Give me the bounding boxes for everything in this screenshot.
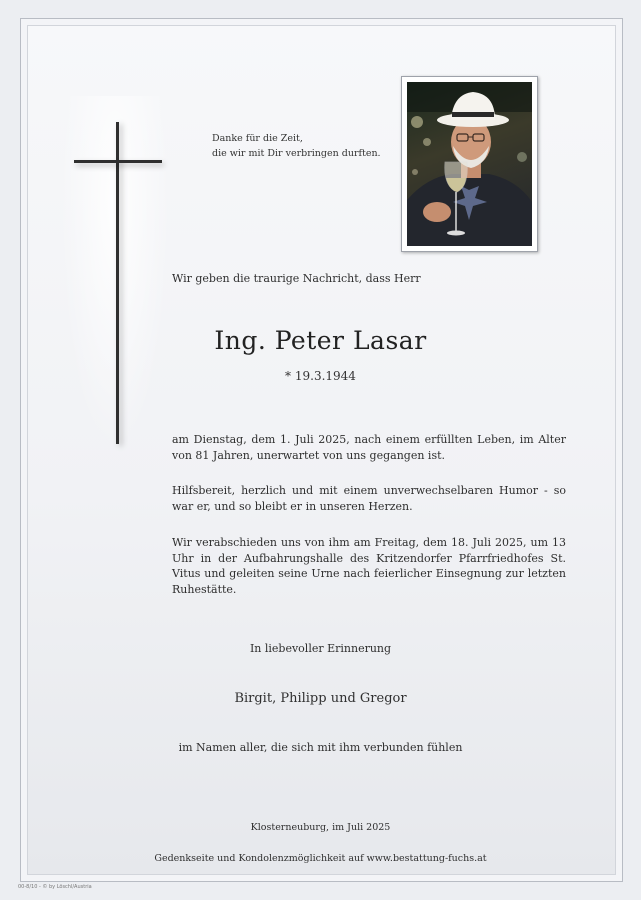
paragraph-character: Hilfsbereit, herzlich und mit einem unverwechselbaren Humor - so war er, und so bleibt er in unseren Herzen.: [172, 484, 566, 513]
paragraph-passing: am Dienstag, dem 1. Juli 2025, nach einem erfüllten Leben, im Alter von 81 Jahren, unerwartet von uns gegangen ist.: [172, 433, 566, 462]
birth-date: * 19.3.1944: [285, 369, 356, 383]
place-date: Klosterneuburg, im Juli 2025: [250, 822, 391, 833]
website-line: Gedenkseite und Kondolenzmöglichkeit auf www.bestattung-fuchs.at: [154, 853, 487, 864]
intro-text: Wir geben die traurige Nachricht, dass Herr: [172, 272, 421, 285]
portrait-photo-frame: [401, 76, 538, 252]
family-names: Birgit, Philipp und Gregor: [234, 691, 407, 706]
memorial-quote: [212, 131, 392, 161]
print-code: 00-8/10 - © by Löschl/Austria: [18, 884, 92, 890]
cross-icon-vertical: [116, 122, 119, 444]
portrait-photo: [407, 82, 532, 246]
paragraph-funeral: Wir verabschieden uns von ihm am Freitag, dem 18. Juli 2025, um 13 Uhr in der Aufbahrungshalle des Kritzendorfer Pfarrfriedhofes St. Vitus und geleiten seine Urne nach feierlicher Einsegnung zur letzten Ruhestätte.: [172, 536, 566, 596]
quote-line-1: Danke für die Zeit,: [212, 133, 303, 144]
cross-icon-horizontal: [74, 160, 162, 163]
on-behalf-line: im Namen aller, die sich mit ihm verbunden fühlen: [178, 741, 463, 754]
cross-glow: [60, 96, 170, 456]
quote-line-2: die wir mit Dir verbringen durften.: [212, 148, 381, 159]
memory-line: In liebevoller Erinnerung: [249, 642, 392, 655]
deceased-name: Ing. Peter Lasar: [214, 326, 427, 355]
